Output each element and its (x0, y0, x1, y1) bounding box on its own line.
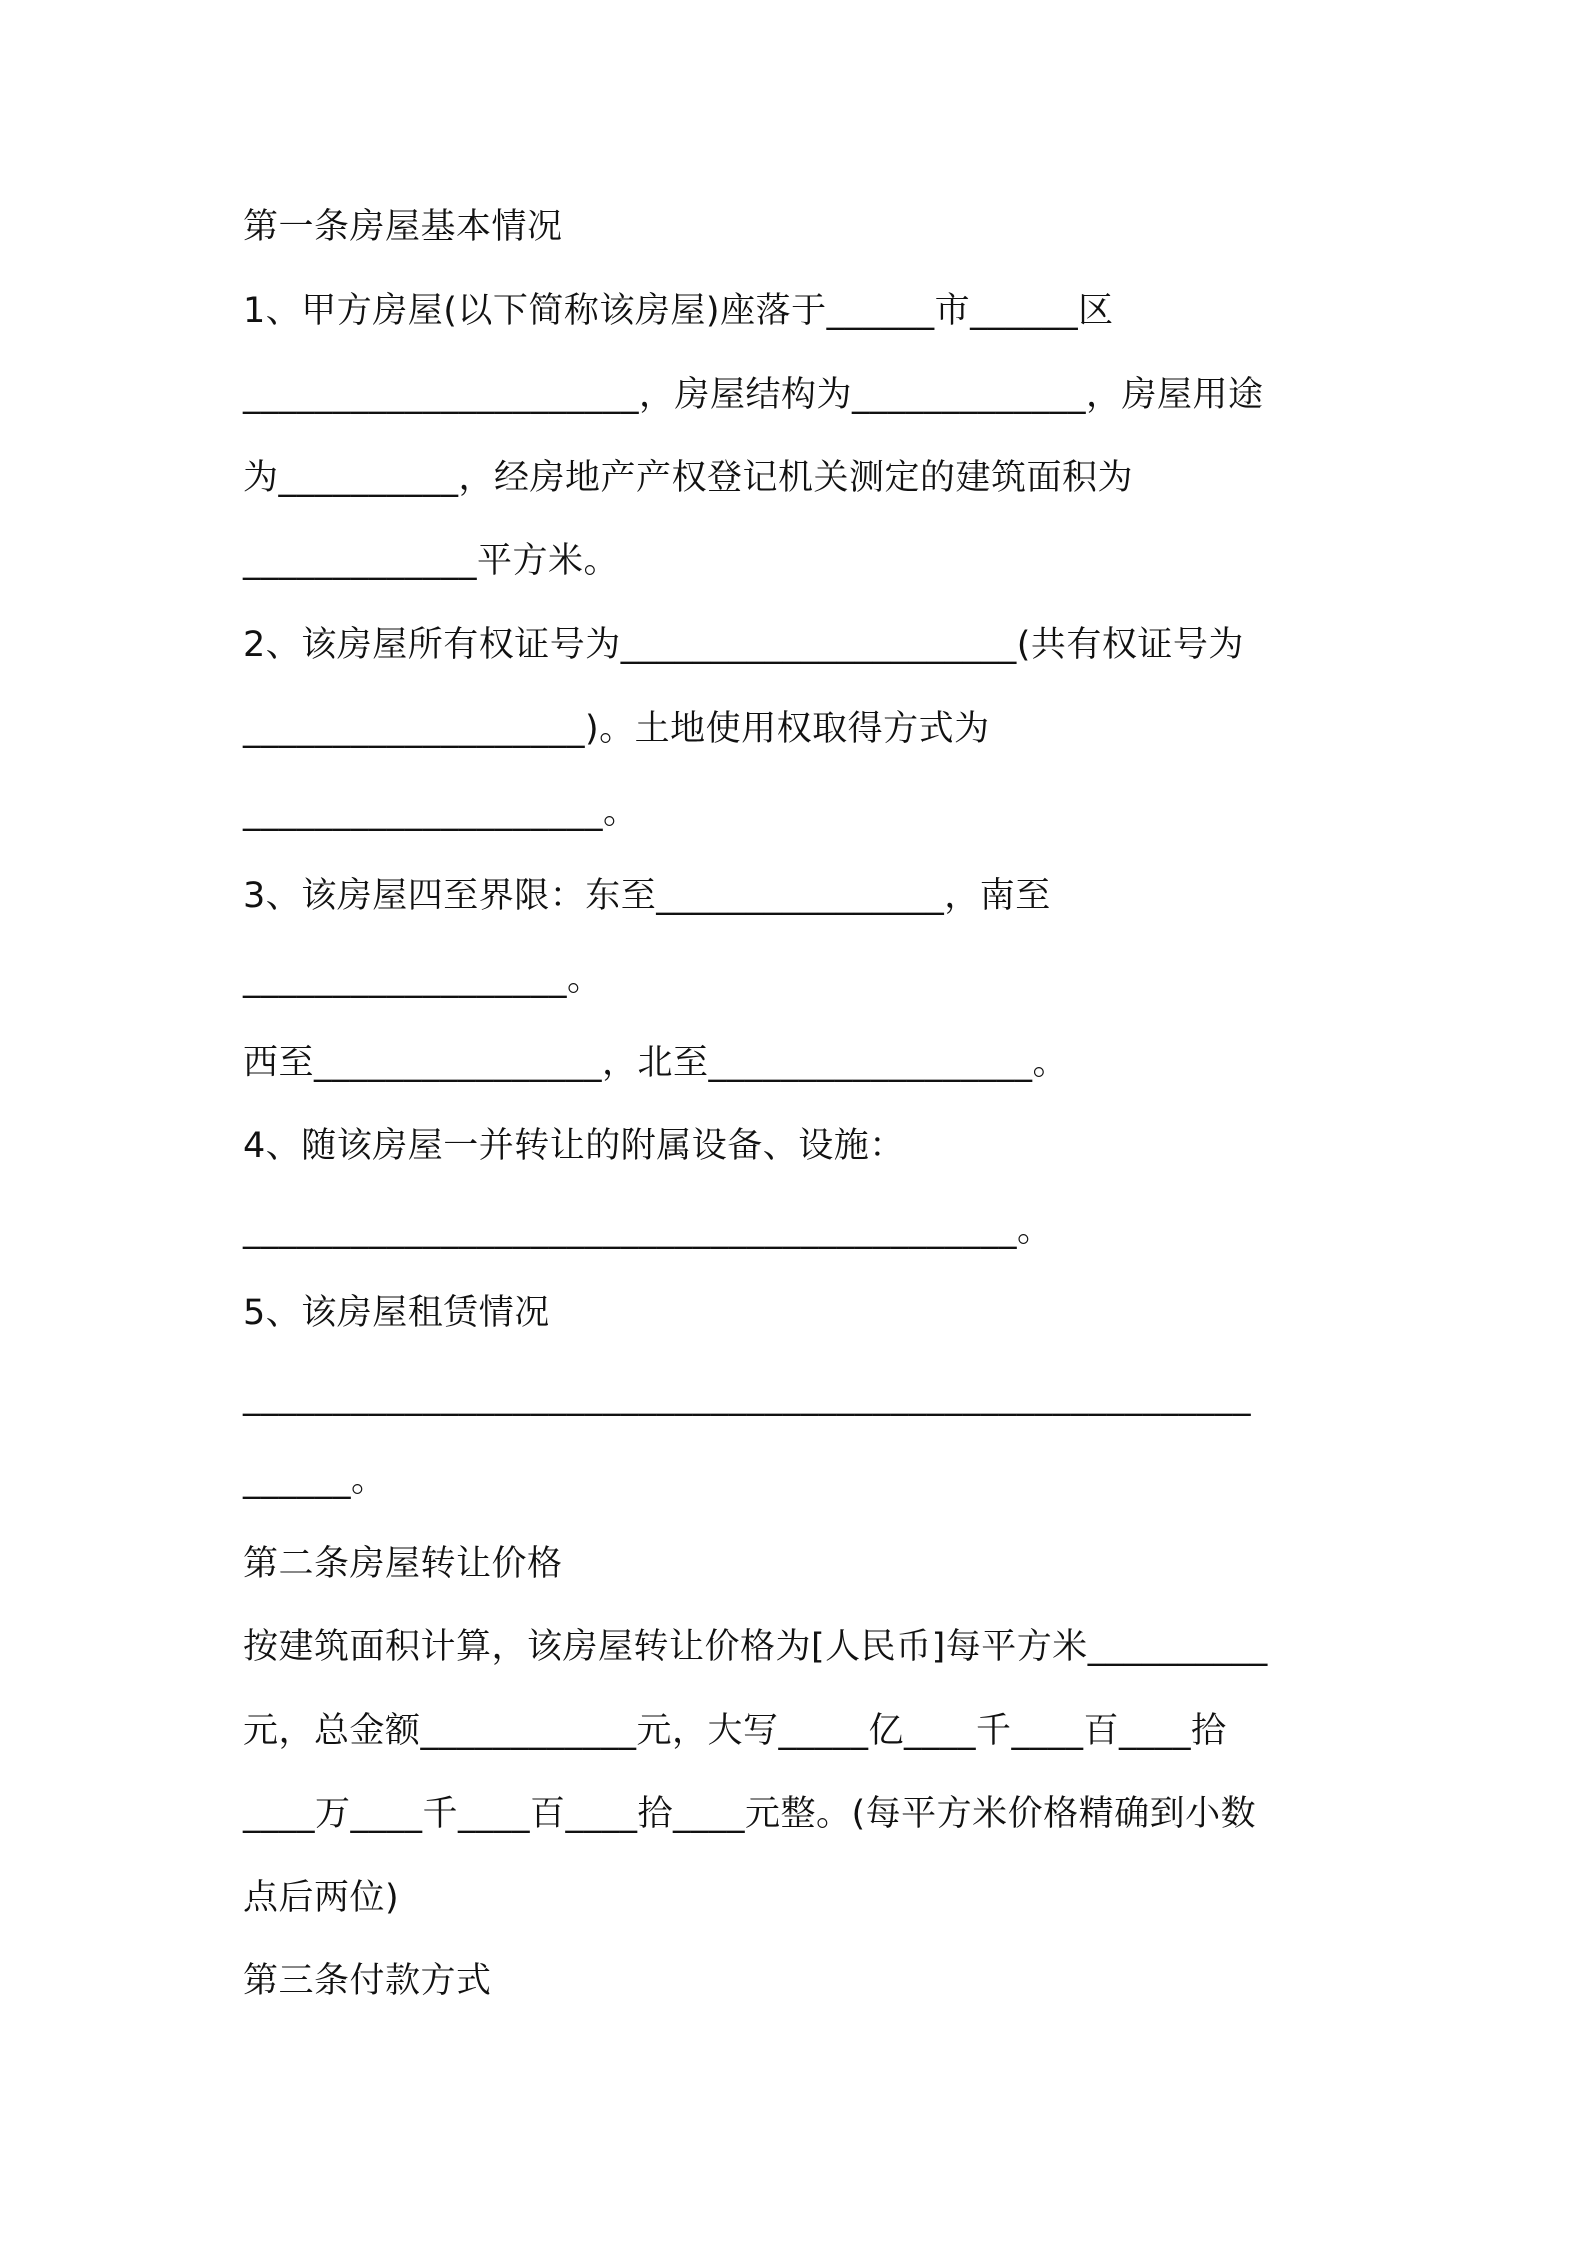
section-1-heading: 第一条房屋基本情况 (243, 207, 563, 247)
clause-2-line-1: 2、该房屋所有权证号为______________________(共有权证号为 (243, 625, 1244, 665)
price-line-1: 按建筑面积计算，该房屋转让价格为[人民币]每平方米__________ (243, 1627, 1268, 1667)
clause-5-line-3: ______。 (243, 1460, 387, 1500)
price-line-3: ____万____千____百____拾____元整。(每平方米价格精确到小数 (243, 1794, 1257, 1834)
clause-1-line-3: 为__________，经房地产产权登记机关测定的建筑面积为 (243, 458, 1134, 498)
section-3-heading: 第三条付款方式 (243, 1961, 492, 2001)
clause-5-line-2: ________________________________________________________ (243, 1377, 1251, 1417)
clause-3-line-1: 3、该房屋四至界限：东至________________，南至 (243, 876, 1051, 916)
clause-4-line-2: ___________________________________________。 (243, 1210, 1053, 1250)
clause-2-line-2: ___________________)。土地使用权取得方式为 (243, 709, 990, 749)
price-line-2: 元，总金额____________元，大写_____亿____千____百____拾 (243, 1711, 1227, 1751)
clause-3-line-2: __________________。 (243, 959, 603, 999)
clause-1-line-4: _____________平方米。 (243, 541, 620, 581)
clause-2-line-3: ____________________。 (243, 792, 639, 832)
section-2-heading: 第二条房屋转让价格 (243, 1544, 563, 1584)
clause-3-line-3: 西至________________，北至__________________。 (243, 1043, 1069, 1083)
clause-1-line-1: 1、甲方房屋(以下简称该房屋)座落于______市______区 (243, 291, 1114, 331)
price-line-4: 点后两位) (243, 1878, 400, 1918)
clause-4-line-1: 4、随该房屋一并转让的附属设备、设施： (243, 1126, 905, 1166)
clause-1-line-2: ______________________，房屋结构为_____________，房屋用途 (243, 375, 1264, 415)
clause-5-line-1: 5、该房屋租赁情况 (243, 1293, 550, 1333)
